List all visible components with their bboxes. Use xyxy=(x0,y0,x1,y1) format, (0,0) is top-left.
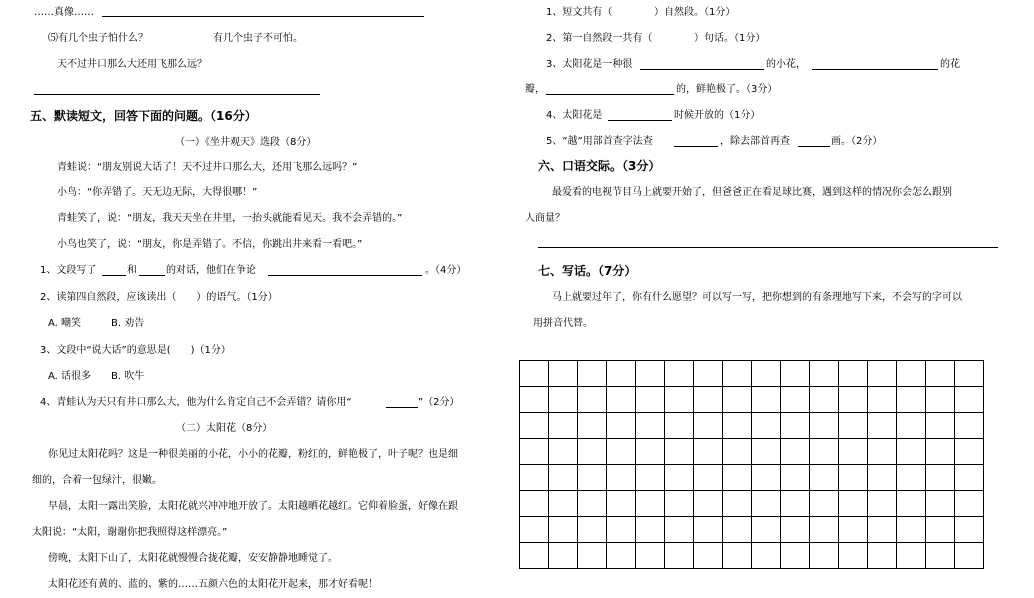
grid-row xyxy=(520,491,984,517)
answer-blank[interactable] xyxy=(608,120,672,121)
passage-2-title: （二）太阳花（8分） xyxy=(176,423,273,434)
right-question-1-b: ）自然段。（1分） xyxy=(654,7,736,18)
grid-cell[interactable] xyxy=(839,517,868,543)
grid-cell[interactable] xyxy=(520,517,549,543)
grid-cell[interactable] xyxy=(752,543,781,569)
right-question-3-c: 的花 xyxy=(940,59,960,70)
passage-2-para: 太阳花还有黄的、蓝的、紫的……五颜六色的太阳花开起来，那才好看呢！ xyxy=(48,579,378,590)
grid-cell[interactable] xyxy=(607,517,636,543)
grid-cell[interactable] xyxy=(810,543,839,569)
right-question-3-b: 的小花， xyxy=(766,59,806,70)
grid-cell[interactable] xyxy=(839,361,868,387)
grid-cell[interactable] xyxy=(665,413,694,439)
question-1-b: 的对话，他们在争论 xyxy=(166,265,256,276)
grid-cell[interactable] xyxy=(636,465,665,491)
grid-cell[interactable] xyxy=(636,361,665,387)
grid-cell[interactable] xyxy=(810,361,839,387)
grid-cell[interactable] xyxy=(520,465,549,491)
grid-row xyxy=(520,361,984,387)
grid-cell[interactable] xyxy=(810,413,839,439)
grid-cell[interactable] xyxy=(752,517,781,543)
grid-cell[interactable] xyxy=(578,413,607,439)
grid-cell[interactable] xyxy=(868,465,897,491)
passage-2-para: 傍晚，太阳下山了，太阳花就慢慢合拢花瓣，安安静静地睡觉了。 xyxy=(48,553,338,564)
grid-cell[interactable] xyxy=(839,543,868,569)
grid-cell[interactable] xyxy=(723,439,752,465)
grid-cell[interactable] xyxy=(752,413,781,439)
grid-cell[interactable] xyxy=(723,491,752,517)
grid-row xyxy=(520,543,984,569)
grid-cell[interactable] xyxy=(752,387,781,413)
grid-cell[interactable] xyxy=(868,361,897,387)
grid-cell[interactable] xyxy=(868,517,897,543)
grid-cell[interactable] xyxy=(665,517,694,543)
line-zhenxiang: ……真像…… xyxy=(34,7,94,18)
passage-2-para: 你见过太阳花吗？这是一种很美丽的小花，小小的花瓣，粉红的，鲜艳极了，叶子呢？也是细 xyxy=(48,449,458,460)
grid-cell[interactable] xyxy=(636,439,665,465)
grid-cell[interactable] xyxy=(607,543,636,569)
right-question-5-b: ，除去部首再查 xyxy=(720,136,790,147)
grid-row xyxy=(520,387,984,413)
passage-1-para: 青蛙说：“朋友别说大话了！天不过井口那么大，还用飞那么远吗？” xyxy=(57,162,358,173)
grid-cell[interactable] xyxy=(578,439,607,465)
grid-cell[interactable] xyxy=(926,543,955,569)
section-7-heading: 七、写话。（7分） xyxy=(538,264,637,278)
grid-cell[interactable] xyxy=(955,543,984,569)
grid-cell[interactable] xyxy=(781,517,810,543)
answer-blank[interactable] xyxy=(546,94,674,95)
answer-blank[interactable] xyxy=(102,275,126,276)
grid-cell[interactable] xyxy=(607,465,636,491)
grid-cell[interactable] xyxy=(752,361,781,387)
passage-1-para: 小鸟也笑了，说：“朋友，你是弄错了。不信，你跳出井来看一看吧。” xyxy=(57,239,363,250)
grid-cell[interactable] xyxy=(781,387,810,413)
grid-cell[interactable] xyxy=(578,517,607,543)
grid-cell[interactable] xyxy=(839,491,868,517)
grid-cell[interactable] xyxy=(694,465,723,491)
answer-blank[interactable] xyxy=(798,146,830,147)
grid-cell[interactable] xyxy=(723,517,752,543)
passage-1-para: 小鸟：“你弄错了。天无边无际，大得很哪！” xyxy=(57,187,258,198)
section-5-heading: 五、默读短文，回答下面的问题。（16分） xyxy=(30,109,257,123)
grid-cell[interactable] xyxy=(607,413,636,439)
grid-cell[interactable] xyxy=(549,439,578,465)
grid-cell[interactable] xyxy=(549,543,578,569)
grid-cell[interactable] xyxy=(636,413,665,439)
right-question-3-d: 瓣， xyxy=(525,84,545,95)
grid-cell[interactable] xyxy=(839,387,868,413)
grid-cell[interactable] xyxy=(549,465,578,491)
grid-cell[interactable] xyxy=(868,387,897,413)
right-question-2: 2、第一自然段一共有（ xyxy=(546,33,653,44)
answer-blank[interactable] xyxy=(386,407,418,408)
grid-cell[interactable] xyxy=(636,543,665,569)
grid-cell[interactable] xyxy=(723,387,752,413)
writing-prompt: 马上就要过年了，你有什么愿望？可以写一写，把你想到的有条理地写下来，不会写的字可以 xyxy=(552,292,962,303)
grid-cell[interactable] xyxy=(868,413,897,439)
grid-cell[interactable] xyxy=(607,387,636,413)
oral-prompt: 最爱看的电视节目马上就要开始了，但爸爸正在看足球比赛，遇到这样的情况你会怎么跟别 xyxy=(552,187,952,198)
grid-cell[interactable] xyxy=(955,491,984,517)
grid-cell[interactable] xyxy=(752,439,781,465)
right-question-4: 4、太阳花是 xyxy=(546,110,603,121)
grid-cell[interactable] xyxy=(665,491,694,517)
grid-cell[interactable] xyxy=(955,517,984,543)
answer-line xyxy=(34,94,320,95)
grid-cell[interactable] xyxy=(549,413,578,439)
grid-cell[interactable] xyxy=(810,465,839,491)
grid-cell[interactable] xyxy=(694,517,723,543)
grid-cell[interactable] xyxy=(955,439,984,465)
grid-cell[interactable] xyxy=(926,413,955,439)
grid-cell[interactable] xyxy=(694,491,723,517)
grid-cell[interactable] xyxy=(926,465,955,491)
grid-cell[interactable] xyxy=(810,517,839,543)
grid-cell[interactable] xyxy=(723,361,752,387)
grid-cell[interactable] xyxy=(578,361,607,387)
grid-cell[interactable] xyxy=(926,387,955,413)
writing-grid[interactable] xyxy=(519,360,984,569)
question-4: 4、青蛙认为天只有井口那么大，他为什么肯定自己不会弄错？请你用“ xyxy=(40,397,352,408)
answer-line[interactable] xyxy=(538,247,998,248)
grid-cell[interactable] xyxy=(868,491,897,517)
section-6-heading: 六、口语交际。（3分） xyxy=(538,159,661,173)
grid-cell[interactable] xyxy=(897,543,926,569)
question-1-score: 。（4分） xyxy=(425,265,467,276)
grid-cell[interactable] xyxy=(839,439,868,465)
grid-cell[interactable] xyxy=(752,465,781,491)
grid-cell[interactable] xyxy=(897,517,926,543)
question-5-text-b: 有几个虫子不可怕。 xyxy=(213,33,303,44)
grid-cell[interactable] xyxy=(955,465,984,491)
question-5-text-c: 天不过井口那么大还用飞那么远？ xyxy=(57,59,207,70)
question-1-and: 和 xyxy=(127,265,137,276)
grid-cell[interactable] xyxy=(665,439,694,465)
grid-cell[interactable] xyxy=(723,543,752,569)
answer-blank[interactable] xyxy=(139,275,165,276)
grid-cell[interactable] xyxy=(897,465,926,491)
right-question-5: 5、“越”用部首查字法查 xyxy=(546,136,653,147)
grid-cell[interactable] xyxy=(578,543,607,569)
question-2: 2、读第四自然段，应该读出（ ）的语气。（1分） xyxy=(40,292,278,303)
grid-cell[interactable] xyxy=(781,491,810,517)
grid-cell[interactable] xyxy=(723,465,752,491)
grid-cell[interactable] xyxy=(810,491,839,517)
passage-2-para: 早晨，太阳一露出笑脸，太阳花就兴冲冲地开放了。太阳越晒花越红。它仰着脸蛋，好像在跟 xyxy=(48,501,458,512)
grid-row xyxy=(520,413,984,439)
grid-cell[interactable] xyxy=(781,413,810,439)
grid-cell[interactable] xyxy=(665,465,694,491)
grid-cell[interactable] xyxy=(578,491,607,517)
grid-cell[interactable] xyxy=(868,439,897,465)
grid-cell[interactable] xyxy=(926,361,955,387)
question-2-options: A. 嘲笑 B. 劝告 xyxy=(48,318,145,329)
right-question-3: 3、太阳花是一种很 xyxy=(546,59,633,70)
grid-cell[interactable] xyxy=(694,543,723,569)
grid-cell[interactable] xyxy=(520,387,549,413)
passage-2-para: 太阳说：“太阳，谢谢你把我照得这样漂亮。” xyxy=(32,527,228,538)
grid-cell[interactable] xyxy=(520,491,549,517)
grid-cell[interactable] xyxy=(636,387,665,413)
grid-cell[interactable] xyxy=(520,543,549,569)
answer-blank[interactable] xyxy=(268,275,422,276)
grid-cell[interactable] xyxy=(549,361,578,387)
grid-cell[interactable] xyxy=(781,361,810,387)
passage-1-para: 青蛙笑了，说：“朋友，我天天坐在井里，一抬头就能看见天。我不会弄错的。” xyxy=(57,213,403,224)
grid-cell[interactable] xyxy=(781,465,810,491)
grid-cell[interactable] xyxy=(839,413,868,439)
question-3-options: A. 话很多 B. 吹牛 xyxy=(48,371,145,382)
grid-cell[interactable] xyxy=(636,517,665,543)
right-question-1: 1、短文共有（ xyxy=(546,7,613,18)
grid-cell[interactable] xyxy=(665,543,694,569)
grid-cell[interactable] xyxy=(694,387,723,413)
grid-cell[interactable] xyxy=(665,387,694,413)
grid-cell[interactable] xyxy=(549,517,578,543)
grid-cell[interactable] xyxy=(897,413,926,439)
answer-line xyxy=(102,16,424,17)
grid-cell[interactable] xyxy=(607,491,636,517)
grid-row xyxy=(520,439,984,465)
grid-row xyxy=(520,465,984,491)
grid-cell[interactable] xyxy=(897,491,926,517)
writing-prompt-b: 用拼音代替。 xyxy=(533,318,593,329)
grid-cell[interactable] xyxy=(520,439,549,465)
grid-cell[interactable] xyxy=(520,413,549,439)
grid-row xyxy=(520,517,984,543)
grid-cell[interactable] xyxy=(897,439,926,465)
grid-cell[interactable] xyxy=(723,413,752,439)
grid-cell[interactable] xyxy=(694,439,723,465)
question-1: 1、文段写了 xyxy=(40,265,97,276)
answer-blank[interactable] xyxy=(674,146,718,147)
grid-cell[interactable] xyxy=(781,439,810,465)
grid-cell[interactable] xyxy=(868,543,897,569)
grid-cell[interactable] xyxy=(520,361,549,387)
right-question-2-b: ）句话。（1分） xyxy=(694,33,766,44)
grid-cell[interactable] xyxy=(810,439,839,465)
answer-blank[interactable] xyxy=(812,69,938,70)
grid-cell[interactable] xyxy=(926,491,955,517)
question-3: 3、文段中“说大话”的意思是( )（1分） xyxy=(40,345,231,356)
grid-cell[interactable] xyxy=(781,543,810,569)
grid-cell[interactable] xyxy=(955,361,984,387)
answer-blank[interactable] xyxy=(640,69,764,70)
grid-cell[interactable] xyxy=(955,413,984,439)
oral-prompt-b: 人商量？ xyxy=(525,213,565,224)
grid-cell[interactable] xyxy=(607,361,636,387)
right-question-3-e: 的，鲜艳极了。（3分） xyxy=(676,84,778,95)
grid-cell[interactable] xyxy=(636,491,665,517)
grid-cell[interactable] xyxy=(897,361,926,387)
grid-cell[interactable] xyxy=(810,387,839,413)
grid-cell[interactable] xyxy=(839,465,868,491)
grid-cell[interactable] xyxy=(926,517,955,543)
grid-cell[interactable] xyxy=(955,387,984,413)
grid-cell[interactable] xyxy=(607,439,636,465)
grid-cell[interactable] xyxy=(694,361,723,387)
right-question-4-b: 时候开放的（1分） xyxy=(674,110,761,121)
question-5-text: ⑸有几个虫子怕什么？ xyxy=(48,33,148,44)
grid-cell[interactable] xyxy=(752,491,781,517)
grid-cell[interactable] xyxy=(578,465,607,491)
grid-cell[interactable] xyxy=(665,361,694,387)
grid-cell[interactable] xyxy=(549,387,578,413)
question-4-score: ”（2分） xyxy=(418,397,460,408)
passage-2-para: 细的，合着一包绿汁，很嫩。 xyxy=(32,475,162,486)
grid-cell[interactable] xyxy=(694,413,723,439)
grid-cell[interactable] xyxy=(897,387,926,413)
right-question-5-c: 画。（2分） xyxy=(831,136,883,147)
grid-cell[interactable] xyxy=(578,387,607,413)
passage-1-title: （一）《坐井观天》选段（8分） xyxy=(175,137,317,148)
grid-cell[interactable] xyxy=(926,439,955,465)
grid-cell[interactable] xyxy=(549,491,578,517)
